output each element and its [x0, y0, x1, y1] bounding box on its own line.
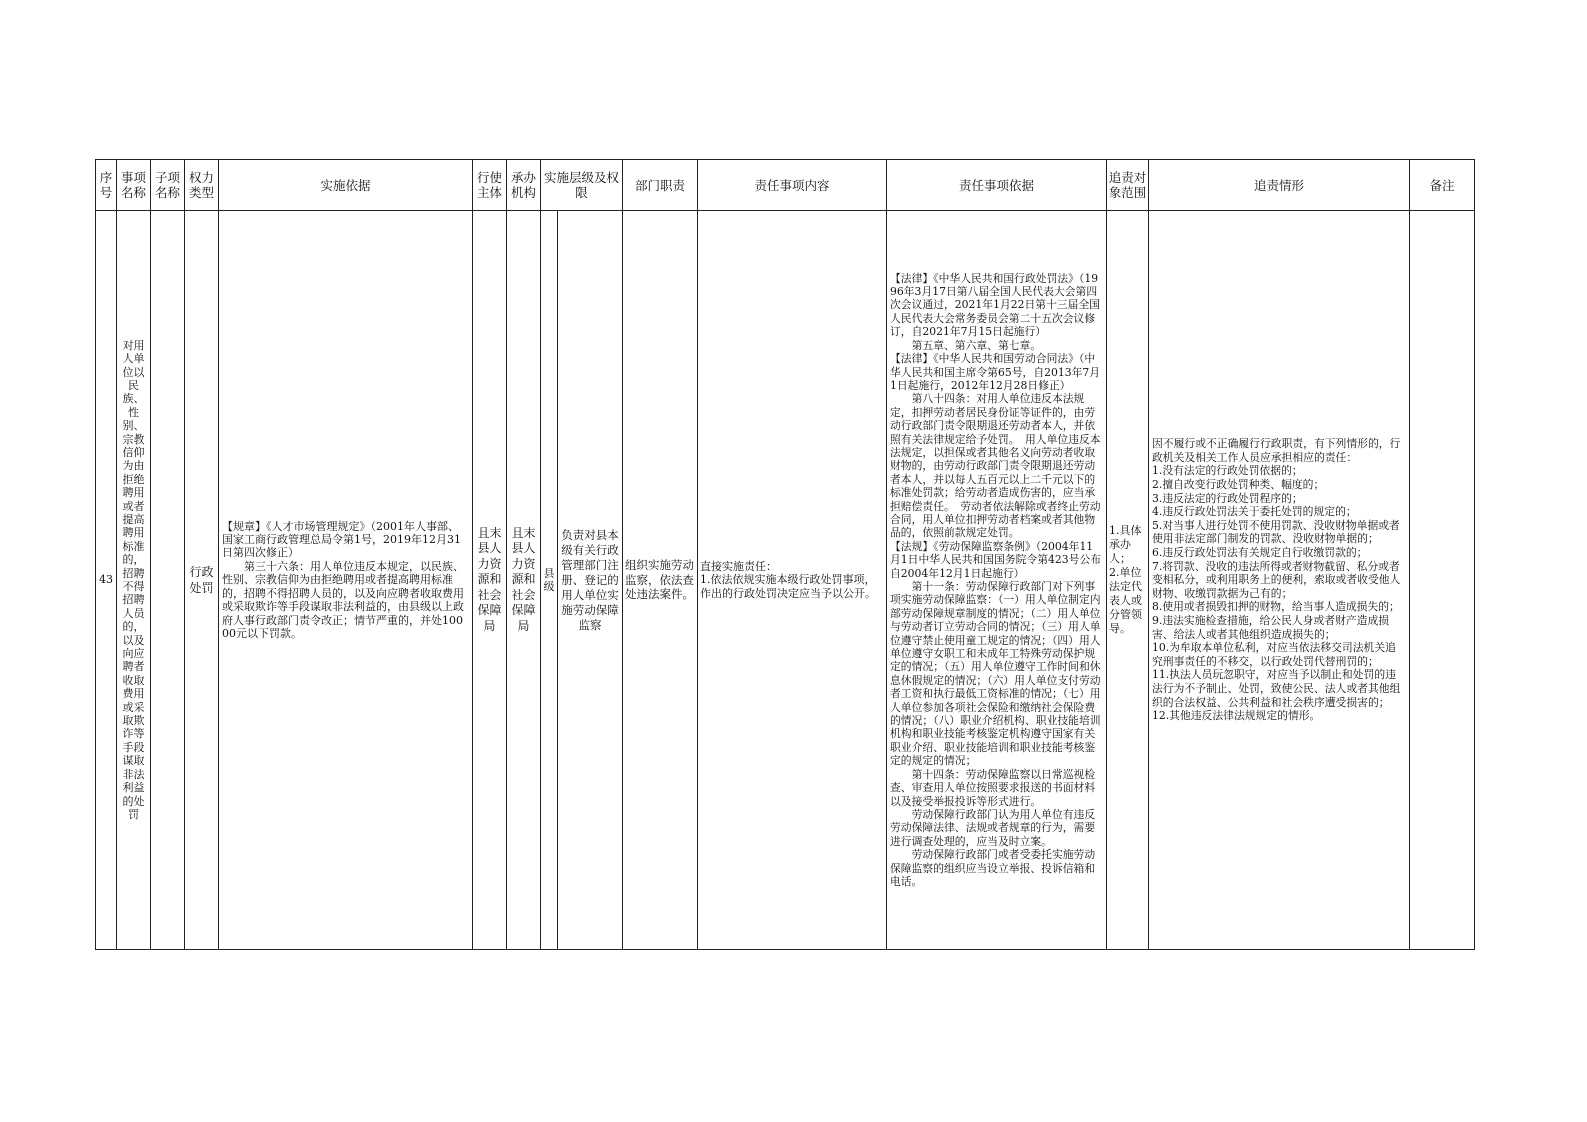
cell-item-name: 对用人单位以民族、性别、宗教信仰为由拒绝聘用或者提高聘用标准的，招聘不得招聘人员的，以及向应聘者收取费用或采取欺诈等手段谋取非法利益的处罚: [117, 211, 151, 950]
header-remarks: 备注: [1410, 160, 1475, 211]
header-item-name: 事项名称: [117, 160, 151, 211]
header-org: 承办机构: [507, 160, 541, 211]
header-row: [96, 160, 1475, 211]
header-basis: 实施依据: [219, 160, 473, 211]
cell-level-short: 县级: [541, 211, 558, 950]
header-resp-content: 责任事项内容: [698, 160, 887, 211]
cell-level-detail: 负责对县本级有关行政管理部门注册、登记的用人单位实施劳动保障监察: [558, 211, 623, 950]
header-seq: 序号: [96, 160, 117, 211]
header-subject: 行使主体: [473, 160, 507, 211]
cell-sub-item: [151, 211, 185, 950]
cell-remarks: [1410, 211, 1475, 950]
cell-accountable: 1.具体承办人； 2.单位法定代表人或分管领导。: [1107, 211, 1149, 950]
header-situations: 追责情形: [1149, 160, 1410, 211]
header-power-type: 权力类型: [185, 160, 219, 211]
table-row: [96, 211, 1475, 950]
cell-resp-basis: 【法律】《中华人民共和国行政处罚法》（1996年3月17日第八届全国人民代表大会第四次会议通过，2021年1月22日第十三届全国人民代表大会常务委员会第二十五次会议修订，自2021年7月15日起施行） 第五章、第六章、第七章。 【法律】《中华人民共和国劳动合同法》（中华人民共和国主席令第65号，自2013年7月1日起施行，2012年12月28日修正） 第八十四条：对用人单位违反本法规定，扣押劳动者居民身份证等证件的，由劳动行政部门责令限期退还劳动者本人，并依照有关法律规定给予处罚。 用人单位违反本法规定，以担保或者其他名义向劳动者收取财物的，由劳动行政部门责令限期退还劳动者本人，并以每人五百元以上二千元以下的标准处罚款；给劳动者造成伤害的，应当承担赔偿责任。 劳动者依法解除或者终止劳动合同，用人单位扣押劳动者档案或者其他物品的，依照前款规定处罚。 【法规】《劳动保障监察条例》（2004年11月1日中华人民共和国国务院令第423号公布 自2004年12月1日起施行） 第十一条：劳动保障行政部门对下列事项实施劳动保障监察：（一）用人单位制定内部劳动保障规章制度的情况；（二）用人单位与劳动者订立劳动合同的情况；（三）用人单位遵守禁止使用童工规定的情况；（四）用人单位遵守女职工和未成年工特殊劳动保护规定的情况；（五）用人单位遵守工作时间和休息休假规定的情况；（六）用人单位支付劳动者工资和执行最低工资标准的情况；（七）用人单位参加各项社会保险和缴纳社会保险费的情况；（八）职业介绍机构、职业技能培训机构和职业技能考核鉴定机构遵守国家有关职业介绍、职业技能培训和职业技能考核鉴定的规定的情况； 第十四条：劳动保障监察以日常巡视检查、审查用人单位按照要求报送的书面材料以及接受举报投诉等形式进行。 劳动保障行政部门认为用人单位有违反劳动保障法律、法规或者规章的行为，需要进行调查处理的，应当及时立案。 劳动保障行政部门或者受委托实施劳动保障监察的组织应当设立举报、投诉信箱和电话。: [887, 211, 1107, 950]
header-level: 实施层级及权限: [541, 160, 623, 211]
header-duty: 部门职责: [623, 160, 698, 211]
authority-table: [95, 159, 1475, 950]
cell-resp-content: 直接实施责任： 1.依法依规实施本级行政处罚事项，作出的行政处罚决定应当予以公开。: [698, 211, 887, 950]
cell-subject: 且末县人力资源和社会保障局: [473, 211, 507, 950]
cell-duty: 组织实施劳动监察，依法查处违法案件。: [623, 211, 698, 950]
cell-situations: 因不履行或不正确履行行政职责，有下列情形的，行政机关及相关工作人员应承担相应的责任： 1.没有法定的行政处罚依据的； 2.擅自改变行政处罚种类、幅度的； 3.违反法定的行政处罚程序的； 4.违反行政处罚法关于委托处罚的规定的； 5.对当事人进行处罚不使用罚款、没收财物单据或者使用非法定部门制发的罚款、没收财物单据的； 6.违反行政处罚法有关规定自行收缴罚款的； 7.将罚款、没收的违法所得或者财物截留、私分或者变相私分，或利用职务上的便利，索取或者收受他人财物、收缴罚款据为己有的； 8.使用或者损毁扣押的财物，给当事人造成损失的； 9.违法实施检查措施，给公民人身或者财产造成损害、给法人或者其他组织造成损失的； 10.为牟取本单位私利，对应当依法移交司法机关追究刑事责任的不移交，以行政处罚代替刑罚的； 11.执法人员玩忽职守，对应当予以制止和处罚的违法行为不予制止、处罚，致使公民、法人或者其他组织的合法权益、公共利益和社会秩序遭受损害的； 12.其他违反法律法规规定的情形。: [1149, 211, 1410, 950]
header-accountable: 追责对象范围: [1107, 160, 1149, 211]
cell-org: 且末县人力资源和社会保障局: [507, 211, 541, 950]
header-resp-basis: 责任事项依据: [887, 160, 1107, 211]
cell-power-type: 行政处罚: [185, 211, 219, 950]
cell-basis: 【规章】《人才市场管理规定》（2001年人事部、国家工商行政管理总局令第1号，2019年12月31日第四次修正） 第三十六条：用人单位违反本规定，以民族、性别、宗教信仰为由拒绝聘用或者提高聘用标准的，招聘不得招聘人员的，以及向应聘者收取费用或采取欺诈等手段谋取非法利益的，由县级以上政府人事行政部门责令改正；情节严重的，并处10000元以下罚款。: [219, 211, 473, 950]
cell-seq: 43: [96, 211, 117, 950]
header-sub-item: 子项名称: [151, 160, 185, 211]
